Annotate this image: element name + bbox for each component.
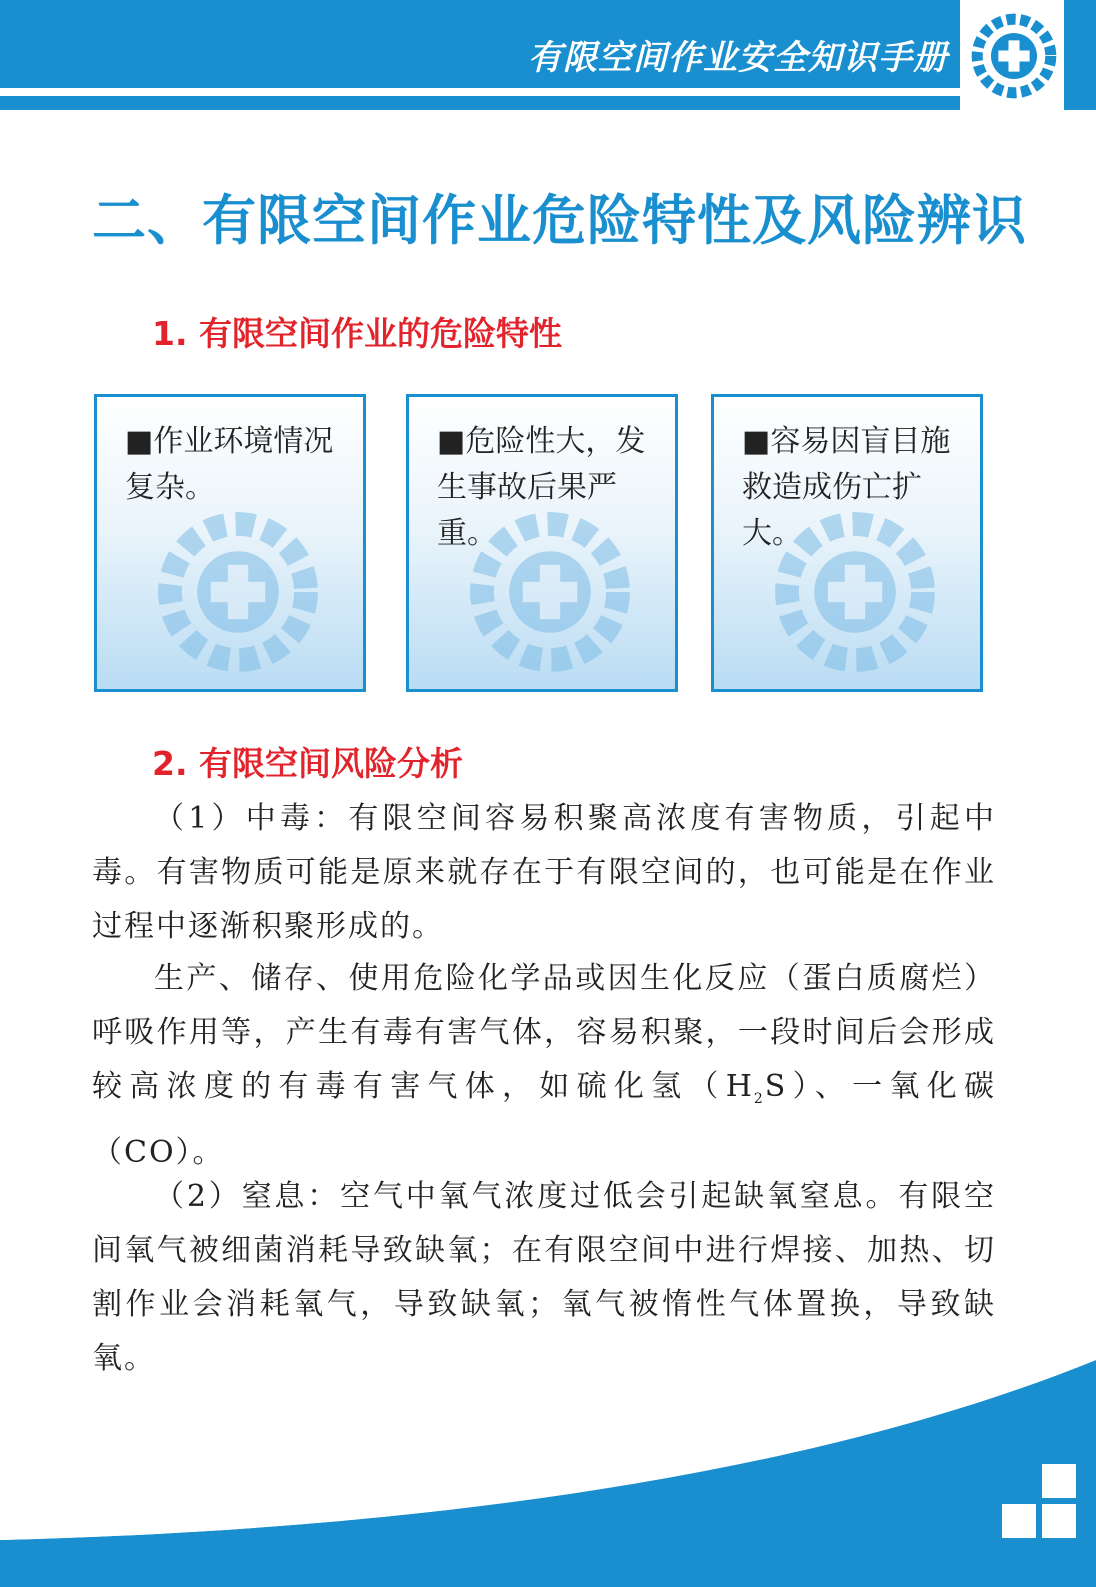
paragraph-toxic-gases-part-a: 生产、储存、使用危险化学品或因生化反应（蛋白质腐烂）呼吸作用等，产生有毒有害气体，容易积聚，一段时间后会形成较高浓度的有毒有害气体，如硫化氢（H [92,961,996,1104]
safety-cross-watermark-icon [465,507,635,677]
hazard-card-text: ■容易因盲目施救造成伤亡扩大。 [742,424,951,551]
paragraph-toxic-gases-part-b: S）、一氧化碳（CO）。 [92,1069,996,1170]
h2s-subscript: 2 [753,1091,765,1107]
header-right-band [1064,0,1096,110]
safety-cross-gear-icon [968,10,1060,102]
hazard-card-2 [406,394,678,692]
hazard-card-3 [711,394,983,692]
header-stripe [0,96,960,110]
section-title: 二、有限空间作业危险特性及风险辨识 [92,189,1027,252]
hazard-card-1 [94,394,366,692]
paragraph-suffocation: （2）窒息：空气中氧气浓度过低会引起缺氧窒息。有限空间氧气被细菌消耗导致缺氧；在有限空间中进行焊接、加热、切割作业会消耗氧气，导致缺氧；氧气被惰性气体置换，导致缺氧。 [92,1179,996,1376]
footer-wave [0,1340,1096,1587]
paragraph-poisoning: （1）中毒：有限空间容易积聚高浓度有害物质，引起中毒。有害物质可能是原来就存在于有限空间的，也可能是在作业过程中逐渐积聚形成的。 [92,801,996,944]
hazard-card-text: ■危险性大，发生事故后果严重。 [437,424,646,551]
subsection-title-hazard-characteristics: 1. 有限空间作业的危险特性 [152,314,562,353]
safety-cross-watermark-icon [153,507,323,677]
page-number: 5 [1010,1458,1035,1502]
hazard-card-text: ■作业环境情况复杂。 [125,424,334,505]
header-title: 有限空间作业安全知识手册 [528,38,948,78]
paragraph-toxic-gases [92,952,996,1180]
subsection-title-risk-analysis: 2. 有限空间风险分析 [152,744,463,783]
safety-cross-watermark-icon [770,507,940,677]
